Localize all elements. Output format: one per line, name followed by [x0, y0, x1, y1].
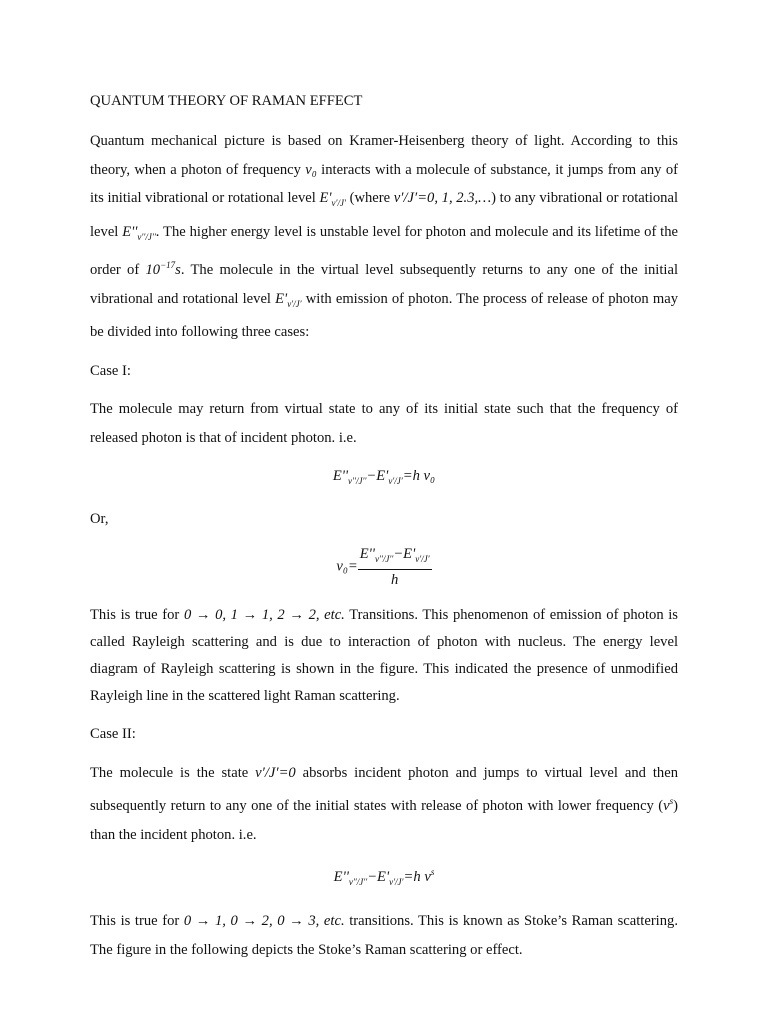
case1-label: Case I: [90, 362, 131, 379]
math-transitions-stokes: 0 → 1, 0 → 2, 0 → 3, etc. [183, 912, 345, 929]
math-vJ-zero: v′/J′=0 [255, 764, 296, 781]
equation-stokes: $E''_{v''/J''}-E'_{v'/J'}=h$ $v^s$ [333, 867, 435, 887]
document-body [90, 88, 678, 974]
case2-after-paragraph: This is true for 0 → 1, 0 → 2, 0 → 3, etc. transitions. This is known as Stoke’s Raman scattering. The figure in the following depicts the Stoke’s Raman scattering or effect. [90, 912, 678, 958]
case1-paragraph: The molecule may return from virtual state to any of its initial state such that the frequency of released photon is that of incident photon. i.e. [90, 401, 678, 446]
intro-text-6: . The molecule in the virtual level subsequently returns to any one of the initial vibrational and rotational level [90, 262, 679, 307]
intro-text-3: (where [345, 190, 394, 207]
intro-text-7: with emission of photon. The process of release of photon may be divided into following three cases: [90, 290, 678, 341]
math-nu0: v₀ [305, 161, 317, 178]
math-vJ-values: v′/J′=0, 1, 2.3,… [393, 190, 492, 207]
intro-text-2: interacts with a molecule of substance, it jumps from any of its initial vibrational or rotational level [90, 161, 678, 207]
math-lifetime: $10^{-17}s$ [145, 260, 181, 279]
equation-rayleigh: $E''_{v''/J''}-E'_{v'/J'}=h$ v₀ [332, 467, 436, 486]
math-E-double-prime: $E''_{v''/J''}$ [122, 223, 156, 242]
math-nu-s: $v^s$ [663, 796, 674, 814]
math-E-prime-2: $E'_{v'/J'}$ [275, 290, 302, 309]
intro-text-1: Quantum mechanical picture is based on Kramer-Heisenberg theory of light. According to this theory, when a photon of frequency [90, 133, 678, 178]
intro-paragraph [90, 127, 678, 347]
or-label: Or, [90, 511, 109, 528]
intro-text-5: . The higher energy level is unstable level for photon and molecule and its lifetime of the order of [90, 223, 679, 279]
document-title: QUANTUM THEORY OF RAMAN EFFECT [90, 93, 363, 109]
case2-paragraph: The molecule is the state v′/J′=0 absorbs incident photon and jumps to virtual level and then subsequently return to any one of the initial states with release of photon with lower frequency $(v^s)$ than the incident photon. i.e. [90, 764, 678, 843]
case1-after-paragraph: This is true for 0 → 0, 1 → 1, 2 → 2, etc. Transitions. This phenomenon of emission of photon is called Rayleigh scattering and is due to interaction of photon with nucleus. The energy level diagram of Rayleigh scattering is shown in the figure. This indicated the presence of unmodified Rayleigh line in the scattered light Raman scattering. [90, 606, 678, 704]
intro-text-4: ) to any vibrational or rotational level [90, 190, 679, 240]
math-E-prime: $E'_{v'/J'}$ [319, 190, 346, 209]
case2-label: Case II: [90, 725, 136, 742]
fraction: $\frac{E''_{v''/J''}-E'_{v'/J'}}{h}$ [359, 546, 430, 588]
equation-rayleigh-fraction: v₀= $\frac{E''_{v''/J''}-E'_{v'/J'}}{h}$ [336, 546, 430, 588]
math-transitions-rayleigh: 0 → 0, 1 → 1, 2 → 2, etc. [183, 606, 345, 623]
